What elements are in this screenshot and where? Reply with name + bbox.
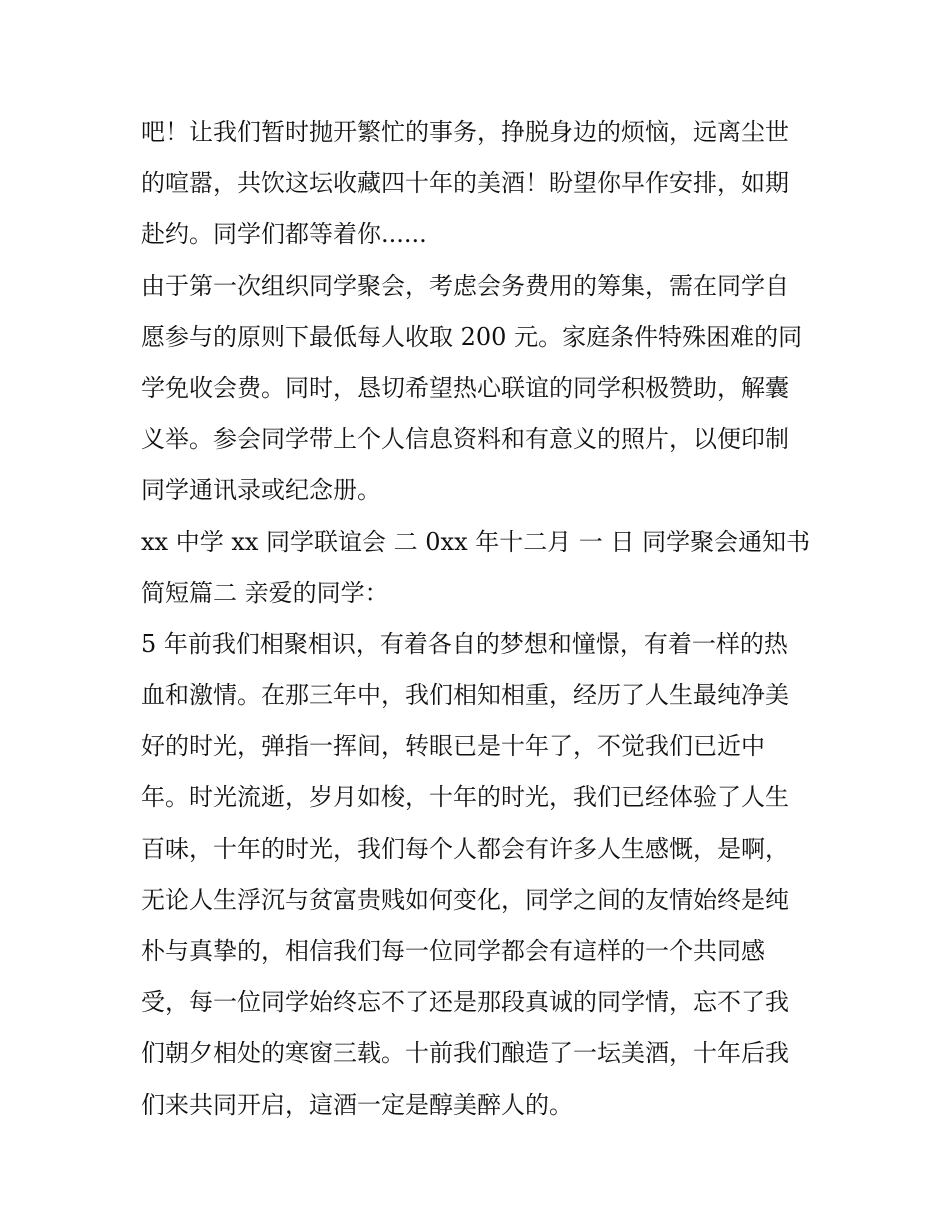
text-line: 同学通讯录或纪念册。 — [141, 476, 381, 505]
text-line: xx 中学 xx 同学联谊会 二 0xx 年十二月 一 日 同学聚会通知书 — [141, 527, 811, 556]
text-line: 血和激情。在那三年中，我们相知相重，经历了人生最纯净美 — [141, 681, 789, 710]
text-line: 由于第一次组织同学聚会，考虑会务费用的筹集，需在同学自 — [141, 271, 789, 300]
document-body — [141, 107, 821, 1131]
text-line: 受，每一位同学始终忘不了还是那段真诚的同学情，忘不了我 — [141, 988, 789, 1017]
text-line: 的喧嚣，共饮这坛收藏四十年的美酒！盼望你早作安排，如期 — [141, 169, 789, 198]
text-line: 们朝夕相处的寒窗三载。十前我们酿造了一坛美酒，十年后我 — [141, 1039, 789, 1068]
text-line: 年。时光流逝，岁月如梭，十年的时光，我们已经体验了人生 — [141, 783, 789, 812]
text-line: 朴与真挚的，相信我们每一位同学都会有這样的一个共同感 — [141, 937, 765, 965]
text-line: 吧！让我们暂时抛开繁忙的事务，挣脱身边的烦恼，远离尘世 — [141, 118, 789, 146]
text-line: 5 年前我们相聚相识，有着各自的梦想和憧憬，有着一样的热 — [141, 629, 788, 658]
text-line: 愿参与的原则下最低每人收取 200 元。家庭条件特殊困难的同 — [141, 322, 803, 351]
text-line: 赴约。同学们都等着你...... — [141, 220, 427, 249]
text-line: 好的时光，弹指一挥间，转眼已是十年了，不觉我们已近中 — [141, 732, 765, 761]
text-line: 学免收会费。同时，恳切希望热心联谊的同学积极赞助，解囊 — [141, 373, 789, 402]
text-line: 义举。参会同学带上个人信息资料和有意义的照片，以便印制 — [141, 425, 789, 454]
text-line: 们来共同开启，這酒一定是醇美醉人的。 — [141, 1090, 573, 1119]
text-line: 百味，十年的时光，我们每个人都会有许多人生感慨，是啊， — [141, 834, 789, 863]
text-line: 无论人生浮沉与贫富贵贱如何变化，同学之间的友情始终是纯 — [141, 885, 789, 914]
text-line: 简短篇二 亲爱的同学： — [141, 578, 389, 607]
